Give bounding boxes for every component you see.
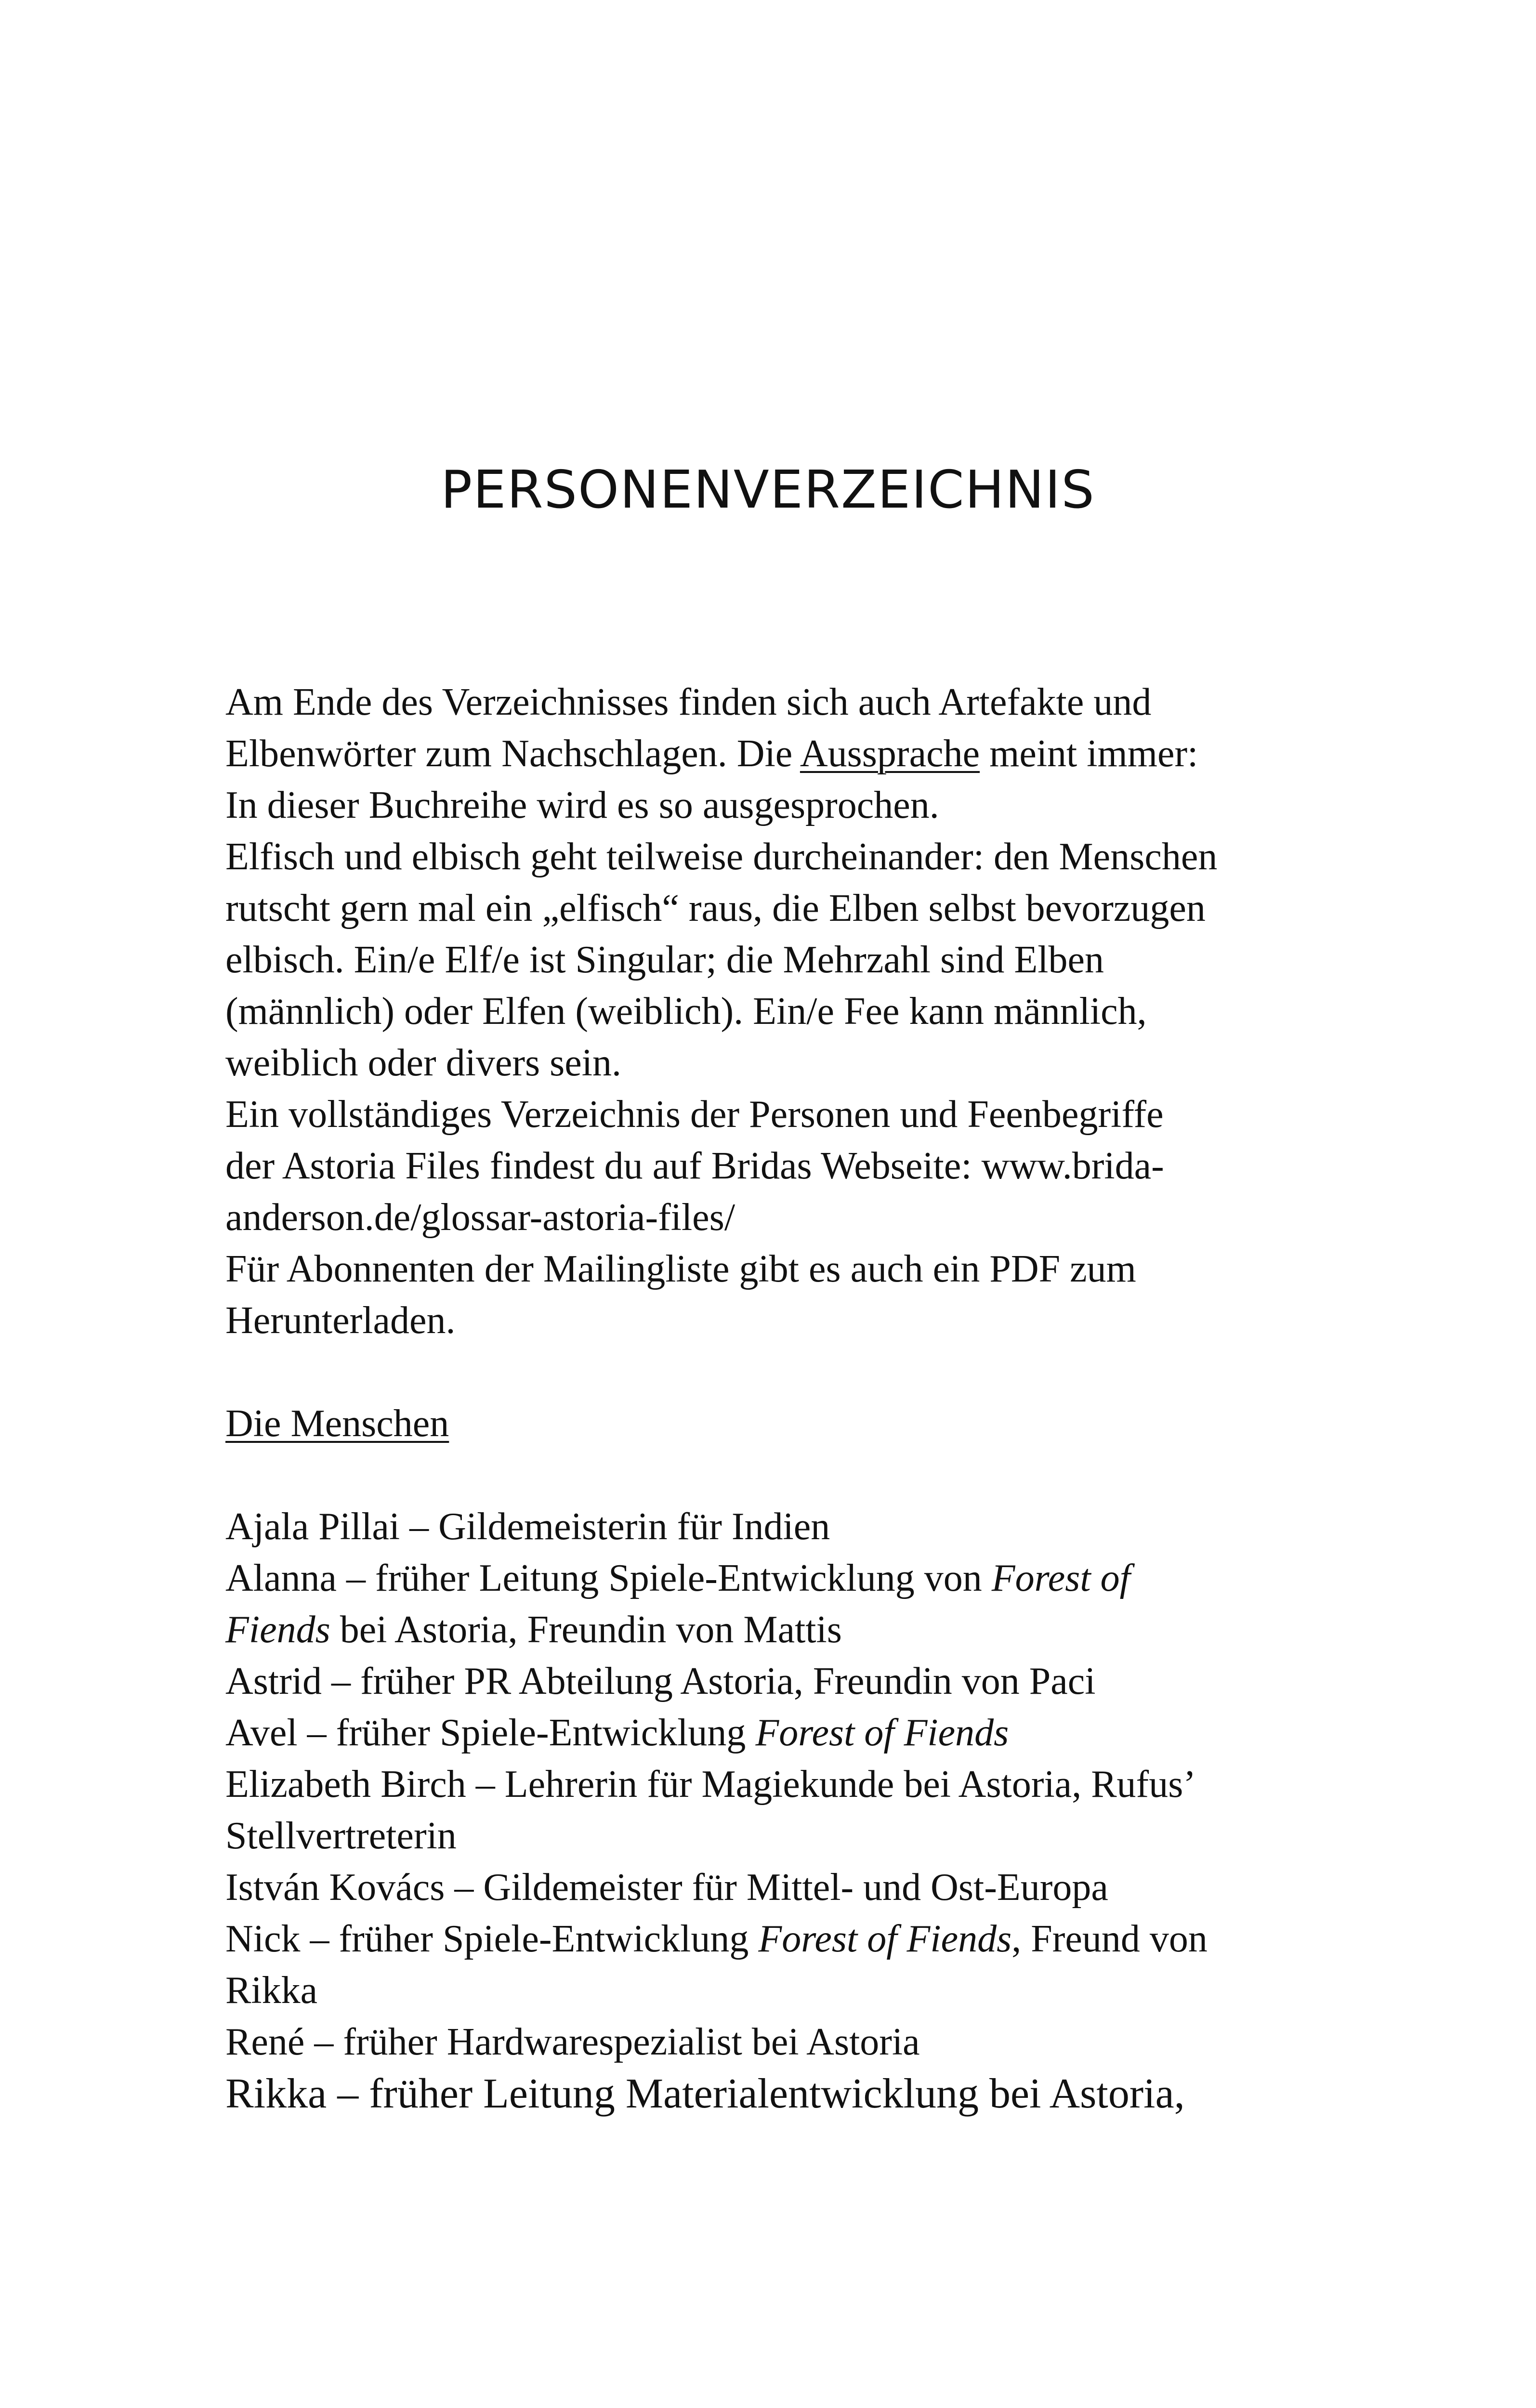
entry-istvan: István Kovács – Gildemeister für Mittel- und Ost-Europa [225,1866,1108,1909]
entry-alanna-cont [225,1604,1362,1656]
intro-line: rutscht gern mal ein „elfisch“ raus, die Elben selbst bevorzugen [225,887,1206,929]
intro-text: Elbenwörter zum Nachschlagen. Die [225,733,800,775]
game-title: Forest of Fiends [758,1918,1012,1960]
section-heading: Die Menschen [225,1402,449,1445]
intro-line: Ein vollständiges Verzeichnis der Personen und Feenbegriffe [225,1093,1164,1136]
game-title: Forest of [991,1557,1130,1599]
intro-line: elbisch. Ein/e Elf/e ist Singular; die Mehrzahl sind Elben [225,939,1104,981]
intro-line: In dieser Buchreihe wird es so ausgesprochen. [225,784,939,826]
page-title: PERSONENVERZEICHNIS [441,460,1095,520]
aussprache-term: Aussprache [800,733,980,775]
entry-text: bei Astoria, Freundin von Mattis [330,1609,842,1651]
entry-elizabeth-cont: Stellvertreterin [225,1815,457,1857]
entry-text: Nick – früher Spiele-Entwicklung [225,1918,759,1960]
entry-rikka: Rikka – früher Leitung Materialentwicklung bei Astoria, [225,2070,1185,2117]
intro-line: der Astoria Files findest du auf Bridas Webseite: www.brida- [225,1145,1164,1187]
intro-text: meint immer: [980,733,1198,775]
entry-text: Avel – früher Spiele-Entwicklung [225,1712,756,1754]
game-title: Forest of Fiends [755,1712,1009,1754]
entry-astrid: Astrid – früher PR Abteilung Astoria, Freundin von Paci [225,1660,1096,1702]
entry-elizabeth: Elizabeth Birch – Lehrerin für Magiekunde bei Astoria, Rufus’ [225,1763,1196,1806]
paragraph-gap [225,1347,1362,1398]
paragraph-gap [225,1450,1362,1501]
intro-line: Am Ende des Verzeichnisses finden sich auch Artefakte und [225,681,1152,723]
intro-line: Elfisch und elbisch geht teilweise durcheinander: den Menschen [225,836,1218,878]
intro-line: anderson.de/glossar-astoria-files/ [225,1196,735,1239]
game-title: Fiends [225,1609,330,1651]
entry-nick [225,1913,1362,1965]
entry-nick-cont: Rikka [225,1969,318,2012]
intro-line [225,728,1362,780]
intro-line: Für Abonnenten der Mailingliste gibt es auch ein PDF zum [225,1248,1136,1290]
entry-text: Alanna – früher Leitung Spiele-Entwicklung von [225,1557,992,1599]
entry-ajala: Ajala Pillai – Gildemeisterin für Indien [225,1505,830,1548]
intro-line: (männlich) oder Elfen (weiblich). Ein/e Fee kann männlich, [225,990,1147,1033]
entry-avel [225,1707,1362,1759]
entry-alanna [225,1553,1362,1604]
entry-rene: René – früher Hardwarespezialist bei Astoria [225,2021,920,2063]
page-body [225,677,1362,2120]
entry-text: , Freund von [1011,1918,1208,1960]
intro-line: Herunterladen. [225,1299,456,1342]
intro-line: weiblich oder divers sein. [225,1042,621,1084]
